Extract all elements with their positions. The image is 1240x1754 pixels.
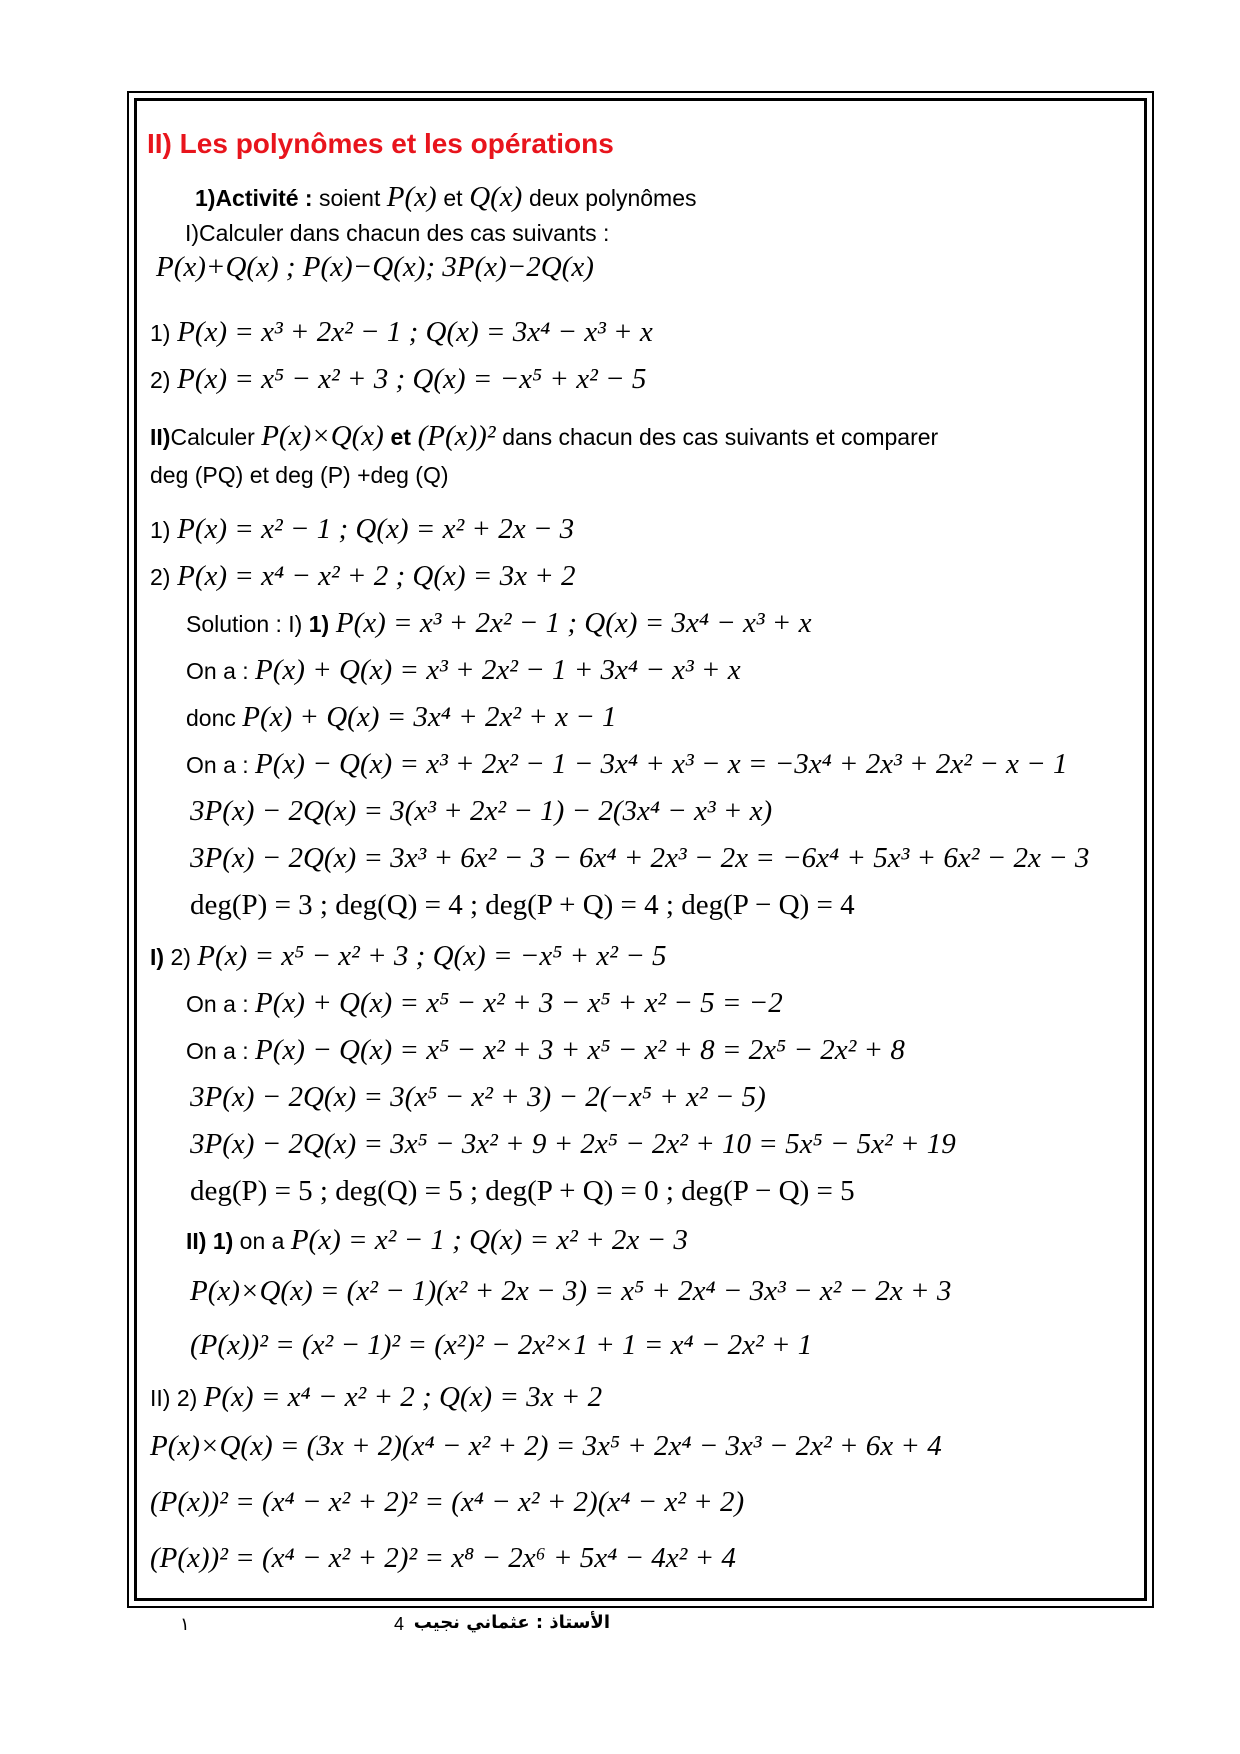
solution-line-12: [190, 1130, 956, 1159]
footer-author: الأستاذ : عثماني نجيب: [413, 1612, 610, 1633]
part2-case2-num: 2): [150, 564, 171, 590]
solution-line-3: [186, 703, 617, 732]
solution-l5-expr: 3P(x) − 2Q(x) = 3(x³ + 2x² − 1) − 2(3x⁴ − x³ + x): [190, 795, 773, 827]
activity-text2: deux polynômes: [529, 185, 697, 211]
footer-page-number: 4: [394, 1614, 405, 1634]
solution-label: Solution : I): [186, 611, 309, 637]
part2-head: II): [150, 424, 171, 450]
solution-bold: 1): [308, 611, 330, 637]
part1-case2: [150, 365, 646, 394]
part2-case2-expr: P(x) = x⁴ − x² + 2 ; Q(x) = 3x + 2: [177, 560, 576, 592]
part1-case2-num: 2): [150, 367, 171, 393]
solution-l7-expr: deg(P) = 3 ; deg(Q) = 4 ; deg(P + Q) = 4 ; deg(P − Q) = 4: [190, 889, 855, 921]
solution-l4-expr: P(x) − Q(x) = x³ + 2x² − 1 − 3x⁴ + x³ − x = −3x⁴ + 2x³ + 2x² − x − 1: [255, 748, 1068, 780]
solution-l20-expr: (P(x))² = (x⁴ − x² + 2)² = x⁸ − 2x⁶ + 5x⁴ − 4x² + 4: [150, 1542, 736, 1574]
solution-l8-expr: P(x) = x⁵ − x² + 3 ; Q(x) = −x⁵ + x² − 5: [197, 940, 667, 972]
activity-line: [195, 183, 697, 212]
solution-l9-expr: P(x) + Q(x) = x⁵ − x² + 3 − x⁵ + x² − 5 = −2: [255, 987, 783, 1019]
part1-ops: P(x)+Q(x) ; P(x)−Q(x); 3P(x)−2Q(x): [156, 251, 594, 283]
solution-line-14: [186, 1226, 688, 1255]
solution-l14-expr: P(x) = x² − 1 ; Q(x) = x² + 2x − 3: [290, 1224, 688, 1256]
activity-qx: Q(x): [469, 181, 523, 213]
solution-l8-bold: I): [150, 944, 165, 970]
solution-line-16: [190, 1331, 812, 1360]
solution-line-6: [190, 844, 1089, 873]
solution-l17-label: II) 2): [150, 1385, 204, 1411]
solution-l19-expr: (P(x))² = (x⁴ − x² + 2)² = (x⁴ − x² + 2)(x⁴ − x² + 2): [150, 1486, 745, 1518]
solution-line-20: [150, 1544, 736, 1573]
part1-case1-num: 1): [150, 320, 171, 346]
part2-text2: dans chacun des cas suivants et comparer: [502, 424, 939, 450]
part2-text1: Calculer: [170, 424, 262, 450]
solution-l3-label: donc: [186, 705, 243, 731]
activity-et: et: [443, 185, 463, 211]
part2-case2: [150, 562, 576, 591]
solution-l10-label: On a :: [186, 1038, 256, 1064]
activity-px: P(x): [386, 181, 437, 213]
solution-l4-label: On a :: [186, 752, 256, 778]
solution-line-15: [190, 1277, 951, 1306]
solution-line-18: [150, 1432, 942, 1461]
part1-case1: [150, 318, 653, 347]
solution-line-9: [186, 989, 783, 1018]
part2-text3: deg (PQ) et deg (P) +deg (Q): [150, 462, 449, 488]
solution-l2-expr: P(x) + Q(x) = x³ + 2x² − 1 + 3x⁴ − x³ + x: [255, 654, 741, 686]
part2-case1-num: 1): [150, 517, 171, 543]
solution-l2-label: On a :: [186, 658, 256, 684]
solution-line-13: [190, 1177, 855, 1206]
section-title: II) Les polynômes et les opérations: [147, 128, 614, 159]
part2-et: et: [390, 424, 411, 450]
solution-l15-expr: P(x)×Q(x) = (x² − 1)(x² + 2x − 3) = x⁵ + 2x⁴ − 3x³ − x² − 2x + 3: [190, 1275, 952, 1307]
solution-line-11: [190, 1083, 766, 1112]
solution-l10-expr: P(x) − Q(x) = x⁵ − x² + 3 + x⁵ − x² + 8 = 2x⁵ − 2x² + 8: [255, 1034, 905, 1066]
solution-l9-label: On a :: [186, 991, 256, 1017]
part1-operations: [156, 253, 594, 282]
solution-line-1: [186, 609, 812, 638]
solution-line-17: [150, 1383, 602, 1412]
activity-head: 1)Activité :: [195, 185, 313, 211]
solution-line-7: [190, 891, 855, 920]
footer-left-mark: ١: [180, 1614, 190, 1634]
solution-l13-expr: deg(P) = 5 ; deg(Q) = 5 ; deg(P + Q) = 0 ; deg(P − Q) = 5: [190, 1175, 855, 1207]
solution-l17-expr: P(x) = x⁴ − x² + 2 ; Q(x) = 3x + 2: [203, 1381, 603, 1413]
solution-line-10: [186, 1036, 905, 1065]
part2-case1: [150, 515, 574, 544]
solution-l16-expr: (P(x))² = (x² − 1)² = (x²)² − 2x²×1 + 1 = x⁴ − 2x² + 1: [190, 1329, 813, 1361]
solution-line-4: [186, 750, 1067, 779]
solution-l12-expr: 3P(x) − 2Q(x) = 3x⁵ − 3x² + 9 + 2x⁵ − 2x² + 10 = 5x⁵ − 5x² + 19: [190, 1128, 956, 1160]
part1-instruction: I)Calculer dans chacun des cas suivants :: [185, 220, 610, 246]
solution-expr: P(x) = x³ + 2x² − 1 ; Q(x) = 3x⁴ − x³ + x: [335, 607, 812, 639]
solution-l14-label: on a: [233, 1228, 291, 1254]
part1-case2-expr: P(x) = x⁵ − x² + 3 ; Q(x) = −x⁵ + x² − 5: [177, 363, 647, 395]
solution-line-19: [150, 1488, 744, 1517]
part2-square: (P(x))²: [417, 420, 496, 452]
solution-l8-label: 2): [164, 944, 198, 970]
part1-case1-expr: P(x) = x³ + 2x² − 1 ; Q(x) = 3x⁴ − x³ + x: [177, 316, 653, 348]
activity-text1: soient: [312, 185, 387, 211]
solution-l14-bold: II) 1): [186, 1228, 234, 1254]
solution-line-2: [186, 656, 741, 685]
solution-l11-expr: 3P(x) − 2Q(x) = 3(x⁵ − x² + 3) − 2(−x⁵ + x² − 5): [190, 1081, 766, 1113]
part2-prod: P(x)×Q(x): [261, 420, 384, 452]
part2-instruction: [150, 422, 938, 451]
solution-l18-expr: P(x)×Q(x) = (3x + 2)(x⁴ − x² + 2) = 3x⁵ + 2x⁴ − 3x³ − 2x² + 6x + 4: [150, 1430, 942, 1462]
part2-case1-expr: P(x) = x² − 1 ; Q(x) = x² + 2x − 3: [177, 513, 575, 545]
solution-line-5: [190, 797, 772, 826]
solution-l3-expr: P(x) + Q(x) = 3x⁴ + 2x² + x − 1: [242, 701, 617, 733]
solution-l6-expr: 3P(x) − 2Q(x) = 3x³ + 6x² − 3 − 6x⁴ + 2x³ − 2x = −6x⁴ + 5x³ + 6x² − 2x − 3: [190, 842, 1090, 874]
solution-line-8: [150, 942, 667, 971]
